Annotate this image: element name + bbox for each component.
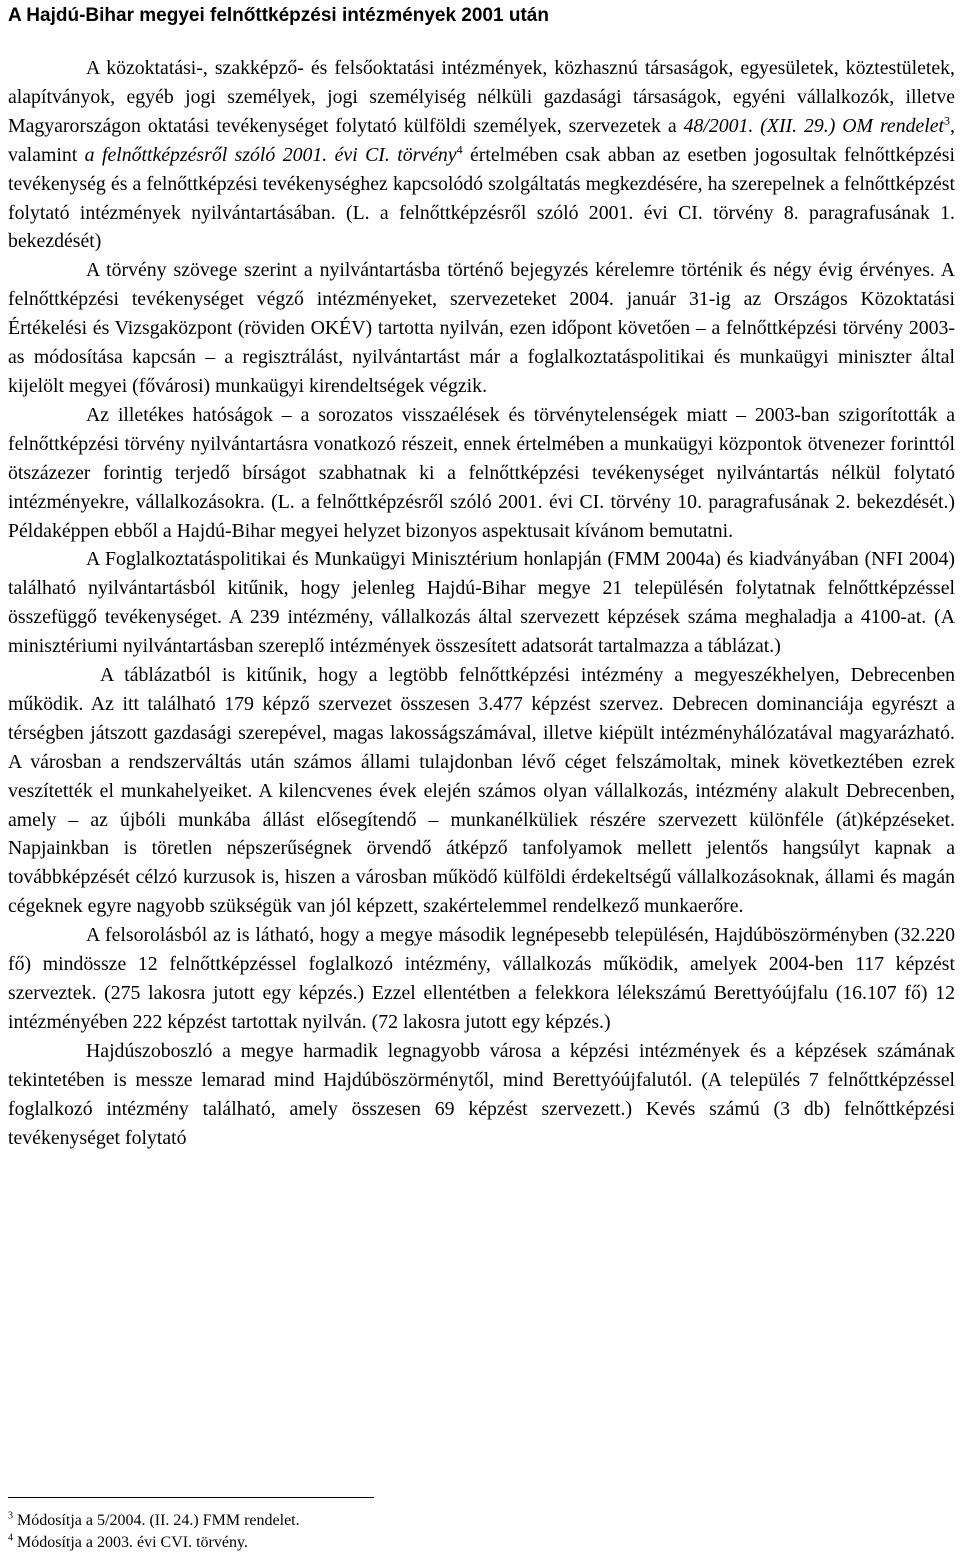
law-reference-decree: 48/2001. (XII. 29.) OM rendelet — [683, 114, 945, 137]
paragraph-1 — [8, 54, 955, 256]
paragraph-1-text-b: , valamint — [8, 114, 955, 166]
footnote-3-text: Módosítja a 5/2004. (II. 24.) FMM rendelet. — [13, 1512, 300, 1529]
paragraph-6: A felsorolásból az is látható, hogy a megye második legnépesebb településén, Hajdúböszörményben (32.220 fő) mindössze 12 felnőttképzéssel foglalkozó intézmény, vállalkozás működik, amelyek 2004-ben 117 képzést szerveztek. (275 lakosra jutott egy képzés.) Ezzel ellentétben a felekkora lélekszámú Berettyóújfalu (16.107 fő) 12 intézményében 222 képzést tartottak nyilván. (72 lakosra jutott egy képzés.) — [8, 924, 955, 1033]
law-reference-act: a felnőttképzésről szóló 2001. évi CI. törvény — [84, 143, 457, 166]
document-page — [8, 4, 955, 1152]
footnote-3 — [8, 1510, 948, 1532]
paragraph-2: A törvény szövege szerint a nyilvántartásba történő bejegyzés kérelemre történik és négy évig érvényes. A felnőttképzési tevékenységet végző intézményeket, szervezeteket 2004. január 31-ig az Országos Közoktatási Értékelési és Vizsgaközpont (röviden OKÉV) tartotta nyilván, ezen időpont követően – a felnőttképzési törvény 2003-as módosítása kapcsán – a regisztrálást, nyilvántartást már a foglalkoztatáspolitikai és munkaügyi miniszter által kijelölt megyei (fővárosi) munkaügyi kirendeltségek végzik. — [8, 259, 955, 397]
paragraph-5: A táblázatból is kitűnik, hogy a legtöbb felnőttképzési intézmény a megyeszékhelyen, Debrecenben működik. Az itt található 179 képző szervezet összesen 3.477 képzést szervez. Debrecen dominanciája egyrészt a térségben játszott gazdasági szerepével, magas lakosságszámával, illetve kiépült intézményhálózatával magyarázható. A városban a rendszerváltás után számos állami tulajdonban lévő céget felszámoltak, minek következtében ezrek veszítették el munkahelyeiket. A kilencvenes évek elején számos olyan vállalkozás, intézmény alakult Debrecenben, amely – az újbóli munkába állást elősegítendő – munkanélküliek részére szervezett különféle (át)képzéseket. Napjainkban is töretlen népszerűségnek örvendő átképző tanfolyamok mellett jelentős hangsúlyt kapnak a továbbképzését célzó kurzusok is, hiszen a városban működő külföldi érdekeltségű vállalkozásoknak, állami és magán cégeknek egyre nagyobb szükségük van jól képzett, szakértelemmel rendelkező munkaerőre. — [8, 664, 955, 918]
paragraph-4: A Foglalkoztatáspolitikai és Munkaügyi Minisztérium honlapján (FMM 2004a) és kiadványában (NFI 2004) található nyilvántartásból kitűnik, hogy jelenleg Hajdú-Bihar megye 21 településén folytatnak felnőttképzéssel összefüggő tevékenységet. A 239 intézmény, vállalkozás által szervezett képzések száma meghaladja a 4100-at. (A minisztériumi nyilvántartásban szereplő intézmények összesített adatsorát tartalmazza a táblázat.) — [8, 548, 955, 658]
footnote-mark-4: 4 — [456, 142, 463, 157]
footnote-4-mark: 4 — [8, 1532, 13, 1544]
paragraph-1-text-a: A közoktatási-, szakképző- és felsőoktatási intézmények, közhasznú társaságok, egyesületek, köztestületek, alapítványok, egyéb jogi személyek, jogi személyiség nélküli gazdasági társaságok, egyéni vállalkozók, illetve Magyarországon oktatási tevékenységet folytató külföldi személyek, szervezetek a — [8, 57, 955, 137]
footnote-separator — [8, 1497, 374, 1498]
footnote-mark-3: 3 — [944, 113, 951, 128]
paragraph-3: Az illetékes hatóságok – a sorozatos visszaélések és törvénytelenségek miatt – 2003-ban szigorították a felnőttképzési törvény nyilvántartásra vonatkozó részeit, ennek értelmében a munkaügyi központok ötvenezer forinttól ötszázezer forintig terjedő bírságot szabhatnak ki a felnőttképzési tevékenységet nyilvántartás nélkül folytató intézményekre, vállalkozásokra. (L. a felnőttképzésről szóló 2001. évi CI. törvény 10. paragrafusának 2. bekezdését.) Példaképpen ebből a Hajdú-Bihar megyei helyzet bizonyos aspektusait kívánom bemutatni. — [8, 403, 955, 542]
footnote-3-mark: 3 — [8, 1510, 13, 1522]
paragraph-7: Hajdúszoboszló a megye harmadik legnagyobb városa a képzési intézmények és a képzések számának tekintetében is messze lemarad mind Hajdúböszörménytől, mind Berettyóújfalutól. (A település 7 felnőttképzéssel foglalkozó intézmény található, amely összesen 69 képzést szervezett.) Kevés számú (3 db) felnőttképzési tevékenységet folytató — [8, 1039, 955, 1149]
page-title: A Hajdú-Bihar megyei felnőttképzési intézmények 2001 után — [8, 5, 549, 26]
paragraph-1-text-c: értelmében csak abban az esetben jogosultak felnőttképzési tevékenység és a felnőttképzési tevékenységhez kapcsolódó szolgáltatás megkezdésére, ha szerepelnek a felnőttképzést folytató intézmények nyilvántartásában. (L. a felnőttképzésről szóló 2001. évi CI. törvény 8. paragrafusának 1. bekezdését) — [8, 143, 955, 253]
footnote-4 — [8, 1532, 948, 1554]
footnotes — [8, 1510, 948, 1554]
footnote-4-text: Módosítja a 2003. évi CVI. törvény. — [13, 1534, 248, 1551]
